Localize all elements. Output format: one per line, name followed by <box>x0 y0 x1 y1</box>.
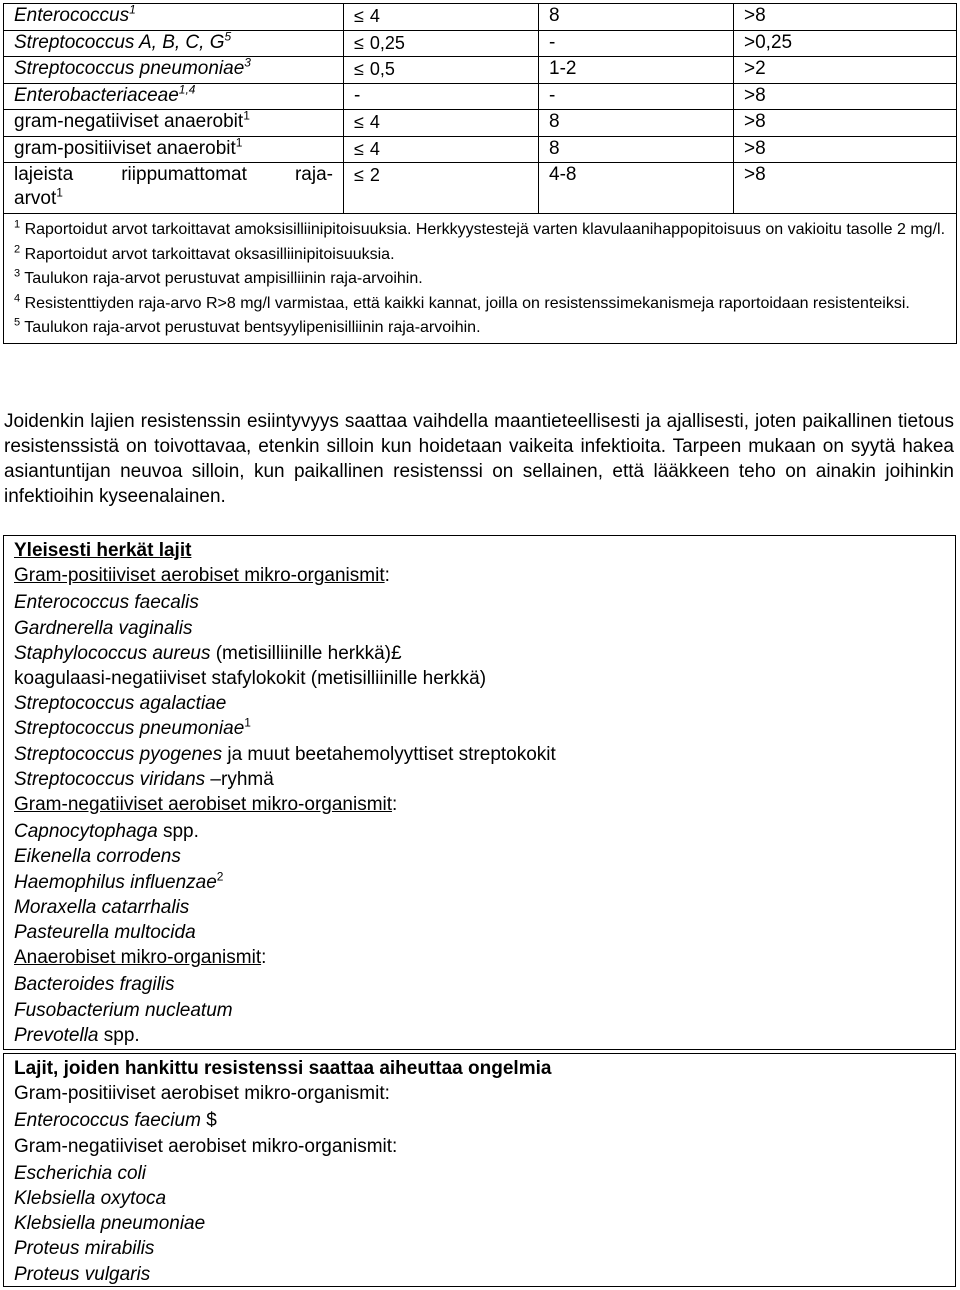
susceptible-value <box>344 83 539 110</box>
intermediate-value: 4-8 <box>539 163 734 214</box>
susceptible-value <box>344 57 539 84</box>
species-item <box>14 1186 945 1211</box>
breakpoint-row <box>4 57 957 84</box>
species-item <box>14 691 945 716</box>
footnote-ref: 1 <box>243 108 250 123</box>
species-name: Enterococcus faecium <box>14 1110 201 1132</box>
intermediate-value: - <box>539 30 734 57</box>
susceptible-value-text: ≤ 2 <box>354 165 380 185</box>
breakpoint-row <box>4 163 957 214</box>
footnote-number: 1 <box>14 218 21 231</box>
resistant-value: >2 <box>734 57 957 84</box>
species-name: Capnocytophaga <box>14 821 158 843</box>
species-item: Prevotella spp. <box>14 1024 140 1046</box>
species-name: Klebsiella pneumoniae <box>14 1213 206 1235</box>
footnote: $^5$ Taulukon raja-arvot perustuvat bentsyylipenisilliinin raja-arvoihin. <box>14 316 481 336</box>
species-item <box>14 895 945 920</box>
species-name: Bacteroides fragilis <box>14 974 175 996</box>
organism-word: raja- <box>294 164 333 185</box>
species-item <box>14 920 945 945</box>
footnote-number: 4 <box>14 292 21 305</box>
species-item: Staphylococcus aureus (metisilliinille herkkä)£ <box>14 642 402 664</box>
susceptible-value-text: ≤ 4 <box>354 112 380 132</box>
breakpoint-table <box>3 3 957 344</box>
organism-name: Enterobacteriaceae <box>14 84 179 106</box>
organism-line-2 <box>14 187 343 211</box>
organism-name: gram-positiiviset anaerobit <box>14 137 236 159</box>
breakpoint-row <box>4 136 957 163</box>
organism-cell <box>4 163 344 214</box>
species-item <box>14 616 945 641</box>
species-name: Escherichia coli <box>14 1162 146 1184</box>
species-name: Streptococcus pneumoniae <box>14 718 245 740</box>
footnotes-cell <box>4 214 957 344</box>
species-name: Pasteurella multocida <box>14 922 196 944</box>
species-name: Streptococcus agalactiae <box>14 693 227 715</box>
species-item <box>14 972 945 997</box>
species-name: Eikenella corrodens <box>14 846 181 868</box>
species-name: Fusobacterium nucleatum <box>14 999 233 1021</box>
species-item <box>14 1161 945 1186</box>
organism-cell <box>4 4 344 31</box>
organism-word: riippumattomat <box>121 164 247 185</box>
footnote-ref: 5 <box>224 29 232 44</box>
footnotes-row <box>4 214 957 344</box>
anaerobic-heading: Anaerobiset mikro-organismit: <box>14 947 267 969</box>
organism-cell <box>4 136 344 163</box>
organism-cell <box>4 30 344 57</box>
species-item: Enterococcus faecium $ <box>14 1110 217 1132</box>
intermediate-value: - <box>539 83 734 110</box>
ar-gram-negative-heading: Gram-negatiiviset aerobiset mikro-organismit: <box>14 1135 398 1157</box>
susceptible-value-text: ≤ 0,25 <box>354 33 405 53</box>
ar-gram-negative-list <box>14 1161 945 1287</box>
species-item <box>14 1211 945 1236</box>
gram-negative-list <box>14 819 945 945</box>
organism-word: arvot <box>14 188 57 209</box>
susceptible-value-text: ≤ 4 <box>354 6 380 26</box>
resistant-value: >8 <box>734 83 957 110</box>
acquired-resistance-heading: Lajit, joiden hankittu resistenssi saattaa aiheuttaa ongelmia <box>14 1058 552 1079</box>
susceptible-value-text: ≤ 0,5 <box>354 59 395 79</box>
footnote-ref: 1 <box>235 135 243 150</box>
species-item <box>14 590 945 615</box>
gram-positive-heading: Gram-positiiviset aerobiset mikro-organismit: <box>14 565 390 587</box>
species-name: Streptococcus pyogenes <box>14 743 223 765</box>
footnote-ref: 2 <box>216 869 224 884</box>
organism-name: Streptococcus A, B, C, G <box>14 31 225 53</box>
species-item: Streptococcus pyogenes ja muut beetahemolyyttiset streptokokit <box>14 743 556 765</box>
species-item <box>14 716 945 741</box>
ar-gram-positive-heading: Gram-positiiviset aerobiset mikro-organismit: <box>14 1083 390 1105</box>
susceptible-species-box <box>3 535 956 1050</box>
footnote-ref: 3 <box>244 55 251 70</box>
organism-cell <box>4 83 344 110</box>
footnote-ref: 1,4 <box>178 82 196 97</box>
footnote-ref: 1 <box>244 716 251 731</box>
species-item <box>14 844 945 869</box>
resistant-value: >8 <box>734 4 957 31</box>
breakpoint-table-body <box>4 4 957 344</box>
resistant-value: >8 <box>734 110 957 137</box>
susceptible-value <box>344 163 539 214</box>
footnote-number: 3 <box>14 267 21 280</box>
species-name: Proteus mirabilis <box>14 1238 155 1260</box>
breakpoint-row <box>4 30 957 57</box>
footnote: $^2$ Raportoidut arvot tarkoittavat oksasilliinipitoisuuksia. <box>14 243 395 263</box>
intermediate-value: 1-2 <box>539 57 734 84</box>
organism-name: Enterococcus <box>14 5 130 26</box>
footnote: $^3$ Taulukon raja-arvot perustuvat ampisilliinin raja-arvoihin. <box>14 267 423 287</box>
gram-positive-list <box>14 590 945 792</box>
breakpoint-row <box>4 4 957 31</box>
species-item <box>14 998 945 1023</box>
susceptible-value <box>344 110 539 137</box>
footnote-number: 2 <box>14 243 21 256</box>
breakpoint-row <box>4 83 957 110</box>
footnote-ref: 1 <box>129 2 136 17</box>
species-name: Staphylococcus aureus <box>14 642 211 664</box>
species-item <box>14 1236 945 1261</box>
species-name: Proteus vulgaris <box>14 1263 151 1285</box>
species-name: Streptococcus viridans <box>14 768 206 790</box>
organism-cell <box>4 57 344 84</box>
footnote-ref: 1 <box>56 185 63 200</box>
susceptible-value <box>344 4 539 31</box>
footnote-number: 5 <box>14 316 21 329</box>
anaerobic-list <box>14 972 945 1048</box>
resistant-value: >8 <box>734 163 957 214</box>
organism-word: lajeista <box>14 164 74 185</box>
organism-name: gram-negatiiviset anaerobit <box>14 111 244 132</box>
footnote: $^4$ Resistenttiyden raja-arvo R>8 mg/l varmistaa, että kaikki kannat, joilla on resistenssimekanismeja raportoidaan resistenteiksi. <box>14 292 910 312</box>
intermediate-value: 8 <box>539 136 734 163</box>
breakpoint-row <box>4 110 957 137</box>
resistant-value: >8 <box>734 136 957 163</box>
ar-gram-positive-list <box>14 1108 945 1133</box>
intermediate-value: 8 <box>539 110 734 137</box>
susceptible-value <box>344 30 539 57</box>
species-item: koagulaasi-negatiiviset stafylokokit (metisilliinille herkkä) <box>14 668 487 690</box>
species-name: Moraxella catarrhalis <box>14 896 190 918</box>
organism-cell <box>4 110 344 137</box>
species-item: Capnocytophaga spp. <box>14 821 199 843</box>
susceptible-value-text: - <box>354 84 361 106</box>
species-name: Haemophilus influenzae <box>14 871 217 893</box>
susceptible-heading: Yleisesti herkät lajit <box>14 540 192 561</box>
intermediate-value: 8 <box>539 4 734 31</box>
resistance-intro-paragraph: Joidenkin lajien resistenssin esiintyvyys saattaa vaihdella maantieteellisesti ja ajallisesti, joten paikallinen tietous resistenssistä on toivottavaa, etenkin silloin kun hoidetaan vaikeita infektioita. Tarpeen mukaan on syytä hakea asiantuntijan neuvoa silloin, kun paikallinen resistenssi on sellainen, että lääkkeen teho on ainakin joihinkin infektioihin kyseenalainen. <box>4 411 954 507</box>
organism-name: Streptococcus pneumoniae <box>14 58 245 79</box>
susceptible-value <box>344 136 539 163</box>
species-item <box>14 1262 945 1287</box>
susceptible-value-text: ≤ 4 <box>354 139 380 159</box>
species-name: Prevotella <box>14 1024 99 1046</box>
species-item <box>14 870 945 895</box>
footnote: $^1$ Raportoidut arvot tarkoittavat amoksisilliinipitoisuuksia. Herkkyystestejä varten klavulaanihappopitoisuus on vakioitu tasolle 2 mg/l. <box>14 218 946 238</box>
species-item: Streptococcus viridans –ryhmä <box>14 768 274 790</box>
resistant-value: >0,25 <box>734 30 957 57</box>
organism-line-1 <box>14 163 343 187</box>
species-name: Klebsiella oxytoca <box>14 1188 167 1210</box>
acquired-resistance-box <box>3 1053 956 1287</box>
gram-negative-heading: Gram-negatiiviset aerobiset mikro-organismit: <box>14 794 398 816</box>
species-name: Enterococcus faecalis <box>14 592 199 614</box>
species-name: Gardnerella vaginalis <box>14 617 193 639</box>
